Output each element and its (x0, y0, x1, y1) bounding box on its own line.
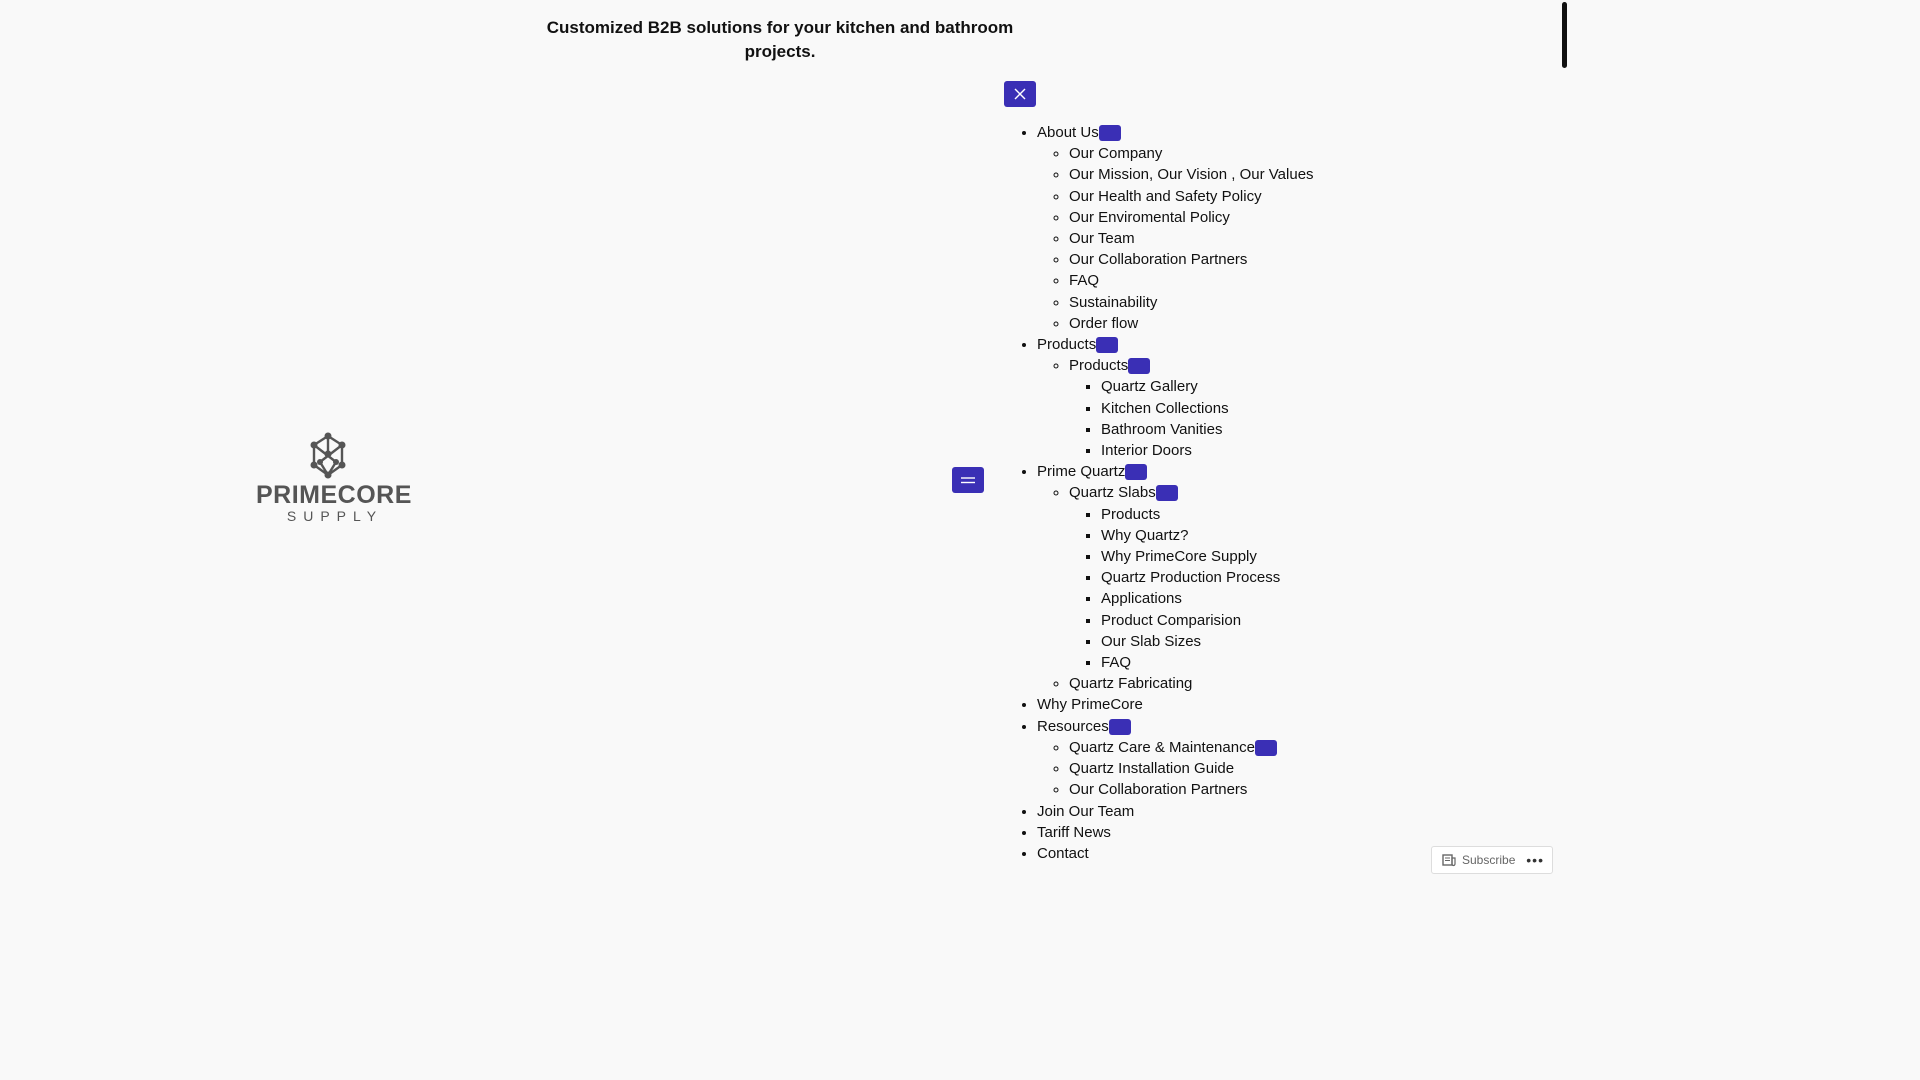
nav-link-order-flow[interactable]: Order flow (1069, 314, 1139, 332)
subscribe-button[interactable] (1432, 847, 1523, 873)
products-sub-submenu (1069, 376, 1314, 461)
close-icon (1013, 87, 1027, 101)
nav-item-bathroom-vanities (1101, 419, 1314, 440)
about-us-submenu-toggle[interactable] (1099, 125, 1121, 141)
nav-item-mission-vision-values (1069, 164, 1314, 185)
nav-link-mission-vision-values[interactable]: Our Mission, Our Vision , Our Values (1069, 166, 1314, 184)
nav-link-contact[interactable]: Contact (1037, 844, 1089, 862)
about-us-submenu (1037, 143, 1314, 334)
nav-item-order-flow (1069, 313, 1314, 334)
nav-link-care-maintenance[interactable]: Quartz Care & Maintenance (1069, 738, 1255, 756)
nav-link-slabs-products[interactable]: Products (1101, 505, 1161, 523)
open-menu-button[interactable] (952, 467, 984, 493)
subscribe-label: Subscribe (1462, 853, 1516, 867)
logo-subtitle: SUPPLY (286, 508, 384, 524)
nav-item-production-process (1101, 567, 1314, 588)
nav-item-products (1037, 334, 1314, 461)
nav-link-quartz-fabricating[interactable]: Quartz Fabricating (1069, 675, 1193, 693)
scrollbar-thumb[interactable] (1562, 2, 1567, 68)
nav-item-why-primecore (1037, 694, 1314, 715)
nav-item-applications (1101, 588, 1314, 609)
products-sub-submenu-toggle[interactable] (1128, 358, 1150, 374)
reader-icon (1442, 853, 1456, 867)
nav-item-health-safety-policy (1069, 186, 1314, 207)
nav-link-health-safety-policy[interactable]: Our Health and Safety Policy (1069, 187, 1262, 205)
nav-item-quartz-fabricating (1069, 673, 1314, 694)
nav-item-our-team (1069, 228, 1314, 249)
nav-link-slabs-faq[interactable]: FAQ (1101, 654, 1132, 672)
nav-link-environmental-policy[interactable]: Our Enviromental Policy (1069, 208, 1230, 226)
nav-item-products-sub (1069, 355, 1314, 461)
nav-list (1005, 122, 1314, 864)
nav-link-interior-doors[interactable]: Interior Doors (1101, 442, 1192, 460)
prime-quartz-submenu (1037, 482, 1314, 694)
nav-item-why-quartz (1101, 525, 1314, 546)
nav-item-resources-partners (1069, 779, 1314, 800)
nav-item-resources (1037, 716, 1314, 801)
nav-link-production-process[interactable]: Quartz Production Process (1101, 569, 1281, 587)
nav-link-tariff-news[interactable]: Tariff News (1037, 823, 1111, 841)
products-submenu (1037, 355, 1314, 461)
nav-item-about-us (1037, 122, 1314, 334)
quartz-slabs-submenu (1069, 504, 1314, 674)
prime-quartz-submenu-toggle[interactable] (1125, 464, 1147, 480)
resources-submenu-toggle[interactable] (1109, 719, 1131, 735)
nav-item-care-maintenance (1069, 737, 1314, 758)
products-submenu-toggle[interactable] (1096, 337, 1118, 353)
nav-link-why-primecore-supply[interactable]: Why PrimeCore Supply (1101, 548, 1257, 566)
nav-item-slab-sizes (1101, 631, 1314, 652)
nav-link-collaboration-partners[interactable]: Our Collaboration Partners (1069, 251, 1248, 269)
nav-link-about-faq[interactable]: FAQ (1069, 272, 1100, 290)
main-navigation (1005, 122, 1314, 864)
subscribe-widget (1431, 846, 1553, 874)
nav-link-our-company[interactable]: Our Company (1069, 145, 1163, 163)
nav-item-join-our-team (1037, 801, 1314, 822)
nav-link-join-our-team[interactable]: Join Our Team (1037, 802, 1135, 820)
nav-item-kitchen-collections (1101, 398, 1314, 419)
nav-item-contact (1037, 843, 1314, 864)
nav-link-about-us[interactable]: About Us (1037, 124, 1099, 141)
nav-item-interior-doors (1101, 440, 1314, 461)
nav-link-product-comparison[interactable]: Product Comparision (1101, 611, 1242, 629)
nav-link-resources[interactable]: Resources (1037, 717, 1109, 735)
nav-item-prime-quartz (1037, 461, 1314, 694)
page-scrollbar[interactable] (1560, 0, 1568, 882)
care-maintenance-submenu-toggle[interactable] (1255, 740, 1277, 756)
nav-item-environmental-policy (1069, 207, 1314, 228)
nav-item-quartz-slabs (1069, 482, 1314, 673)
site-logo[interactable] (256, 432, 412, 524)
nav-link-our-team[interactable]: Our Team (1069, 230, 1135, 248)
nav-item-about-faq (1069, 270, 1314, 291)
nav-item-collaboration-partners (1069, 249, 1314, 270)
resources-submenu (1037, 737, 1314, 801)
nav-link-prime-quartz[interactable]: Prime Quartz (1037, 463, 1126, 481)
nav-link-why-quartz[interactable]: Why Quartz? (1101, 526, 1189, 544)
nav-item-quartz-gallery (1101, 376, 1314, 397)
nav-link-quartz-gallery[interactable]: Quartz Gallery (1101, 378, 1198, 396)
nav-link-kitchen-collections[interactable]: Kitchen Collections (1101, 399, 1229, 417)
site-tagline: Customized B2B solutions for your kitchen and bathroom projects. (546, 18, 1014, 61)
nav-link-sustainability[interactable]: Sustainability (1069, 293, 1158, 311)
nav-item-slabs-faq (1101, 652, 1314, 673)
nav-link-quartz-slabs[interactable]: Quartz Slabs (1069, 484, 1156, 502)
close-menu-button[interactable] (1004, 81, 1036, 107)
nav-item-sustainability (1069, 292, 1314, 313)
nav-link-why-primecore[interactable]: Why PrimeCore (1037, 696, 1143, 714)
logo-wordmark: PRIMECORE (256, 481, 412, 509)
nav-item-product-comparison (1101, 610, 1314, 631)
nav-item-our-company (1069, 143, 1314, 164)
nav-link-applications[interactable]: Applications (1101, 590, 1182, 608)
nav-link-resources-partners[interactable]: Our Collaboration Partners (1069, 781, 1248, 799)
nav-link-bathroom-vanities[interactable]: Bathroom Vanities (1101, 420, 1223, 438)
nav-item-installation-guide (1069, 758, 1314, 779)
nav-item-tariff-news (1037, 822, 1314, 843)
nav-item-why-primecore-supply (1101, 546, 1314, 567)
nav-link-products-sub[interactable]: Products (1069, 357, 1129, 375)
hamburger-icon (960, 475, 976, 485)
nav-link-products[interactable]: Products (1037, 336, 1097, 354)
nav-link-installation-guide[interactable]: Quartz Installation Guide (1069, 760, 1235, 778)
quartz-slabs-submenu-toggle[interactable] (1156, 485, 1178, 501)
nav-link-slab-sizes[interactable]: Our Slab Sizes (1101, 632, 1202, 650)
logo-mark-icon (306, 432, 350, 480)
ellipsis-icon[interactable]: ••• (1526, 852, 1544, 868)
nav-item-slabs-products (1101, 504, 1314, 525)
